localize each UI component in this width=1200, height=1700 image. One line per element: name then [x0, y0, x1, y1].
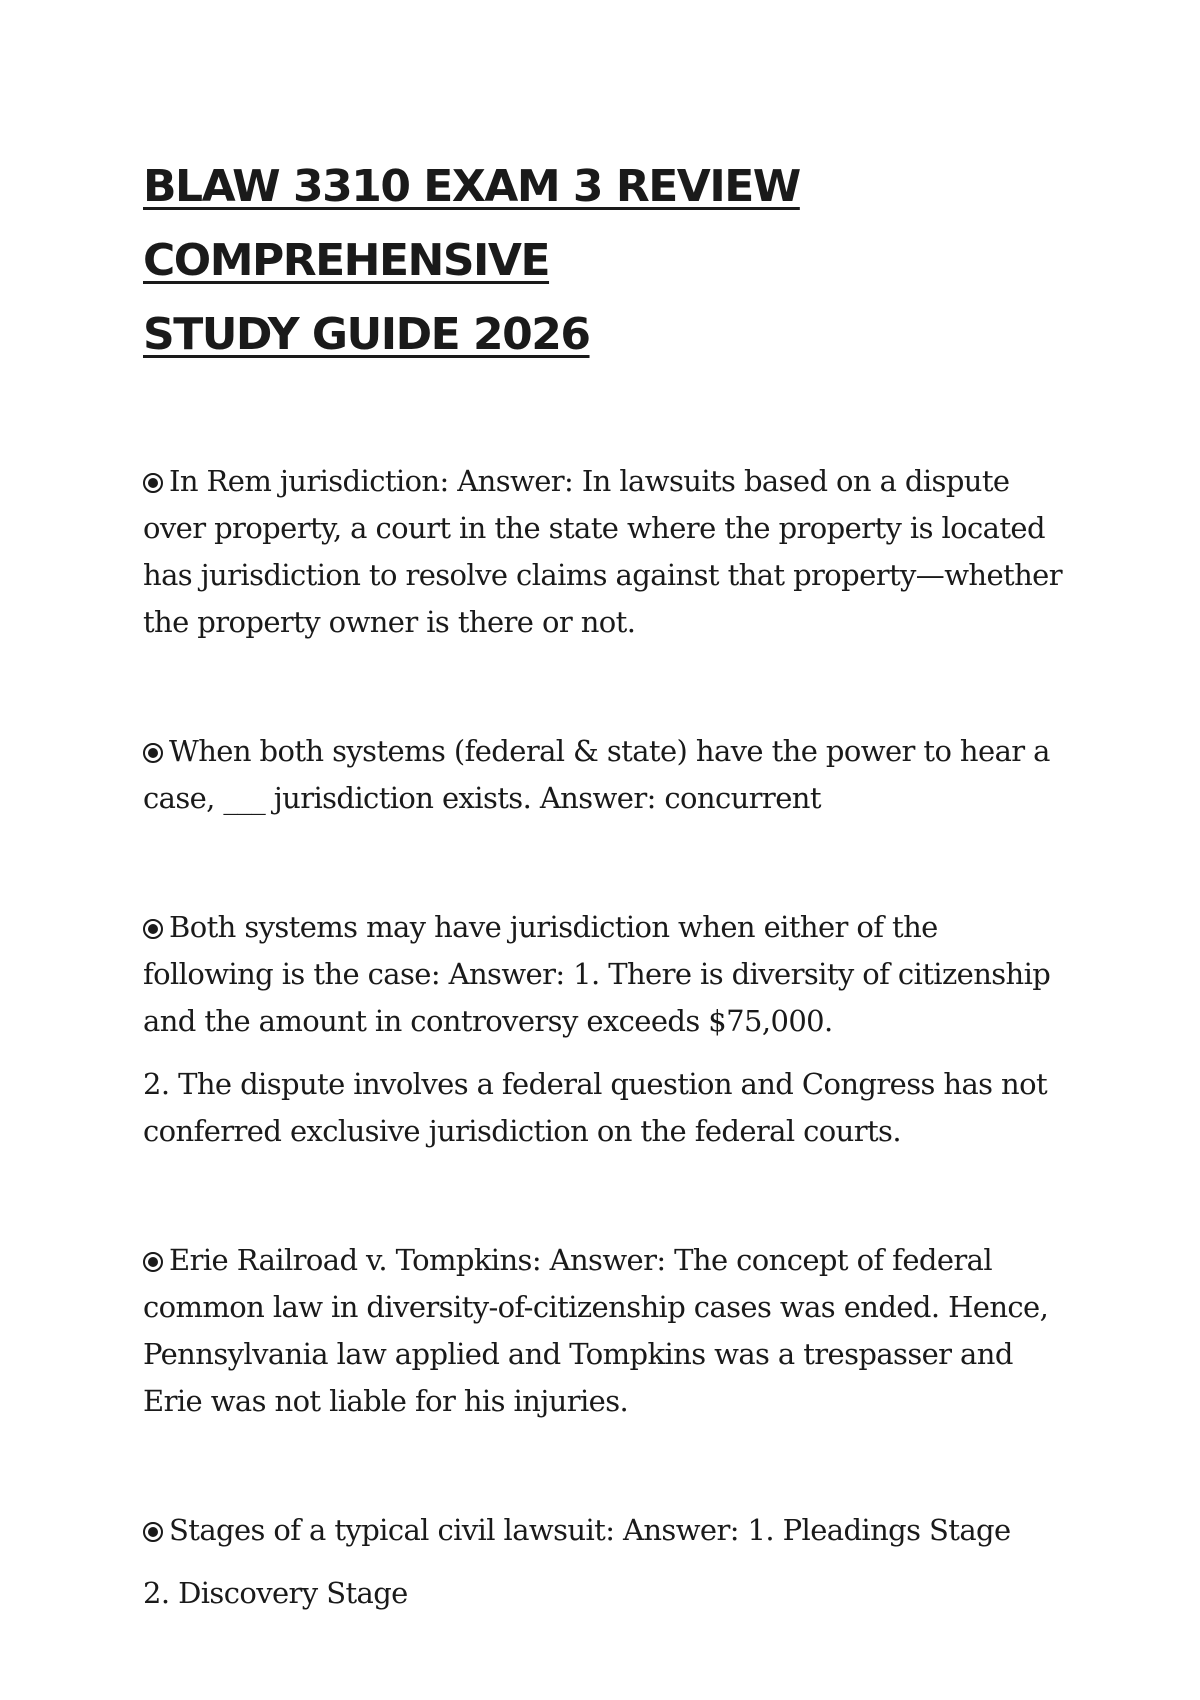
- qa-item-both-systems: [143, 904, 1063, 1155]
- title-line-2: STUDY GUIDE 2026: [143, 309, 590, 360]
- qa-text: When both systems (federal & state) have the power to hear a case, ___ jurisdiction exists. Answer: concurrent: [143, 734, 1050, 815]
- qa-text: Erie Railroad v. Tompkins: Answer: The concept of federal common law in diversity-of-citizenship cases was ended. Hence, Pennsylvania law applied and Tompkins was a trespasser and Erie was not liable for his injuries.: [143, 1243, 1049, 1418]
- qa-paragraph: [143, 728, 1063, 822]
- qa-text: In Rem jurisdiction: Answer: In lawsuits based on a dispute over property, a court in the state where the property is located has jurisdiction to resolve claims against that property—whether the property owner is there or not.: [143, 464, 1063, 639]
- title-line-1: BLAW 3310 EXAM 3 REVIEW COMPREHENSIVE: [143, 161, 800, 286]
- qa-text: Stages of a typical civil lawsuit: Answer: 1. Pleadings Stage: [169, 1513, 1011, 1547]
- radio-bullet-icon: [143, 919, 163, 939]
- qa-item-concurrent: [143, 728, 1063, 822]
- qa-paragraph: [143, 1237, 1063, 1425]
- qa-paragraph: [143, 1507, 1063, 1554]
- qa-item-in-rem: [143, 458, 1063, 646]
- radio-bullet-icon: [143, 473, 163, 493]
- qa-item-erie: [143, 1237, 1063, 1425]
- qa-paragraph: [143, 904, 1063, 1045]
- radio-bullet-icon: [143, 1522, 163, 1542]
- qa-item-stages: [143, 1507, 1063, 1617]
- document-page: [143, 150, 1063, 1699]
- qa-paragraph: [143, 458, 1063, 646]
- qa-text: Both systems may have jurisdiction when either of the following is the case: Answer: 1. There is diversity of citizenship and the amount in controversy exceeds $75,000.: [143, 910, 1051, 1038]
- radio-bullet-icon: [143, 1252, 163, 1272]
- qa-list: [143, 458, 1063, 1617]
- qa-continuation: 2. The dispute involves a federal question and Congress has not conferred exclusive jurisdiction on the federal courts.: [143, 1067, 1048, 1148]
- page-title: [143, 150, 1063, 372]
- radio-bullet-icon: [143, 743, 163, 763]
- qa-continuation: 2. Discovery Stage: [143, 1576, 408, 1610]
